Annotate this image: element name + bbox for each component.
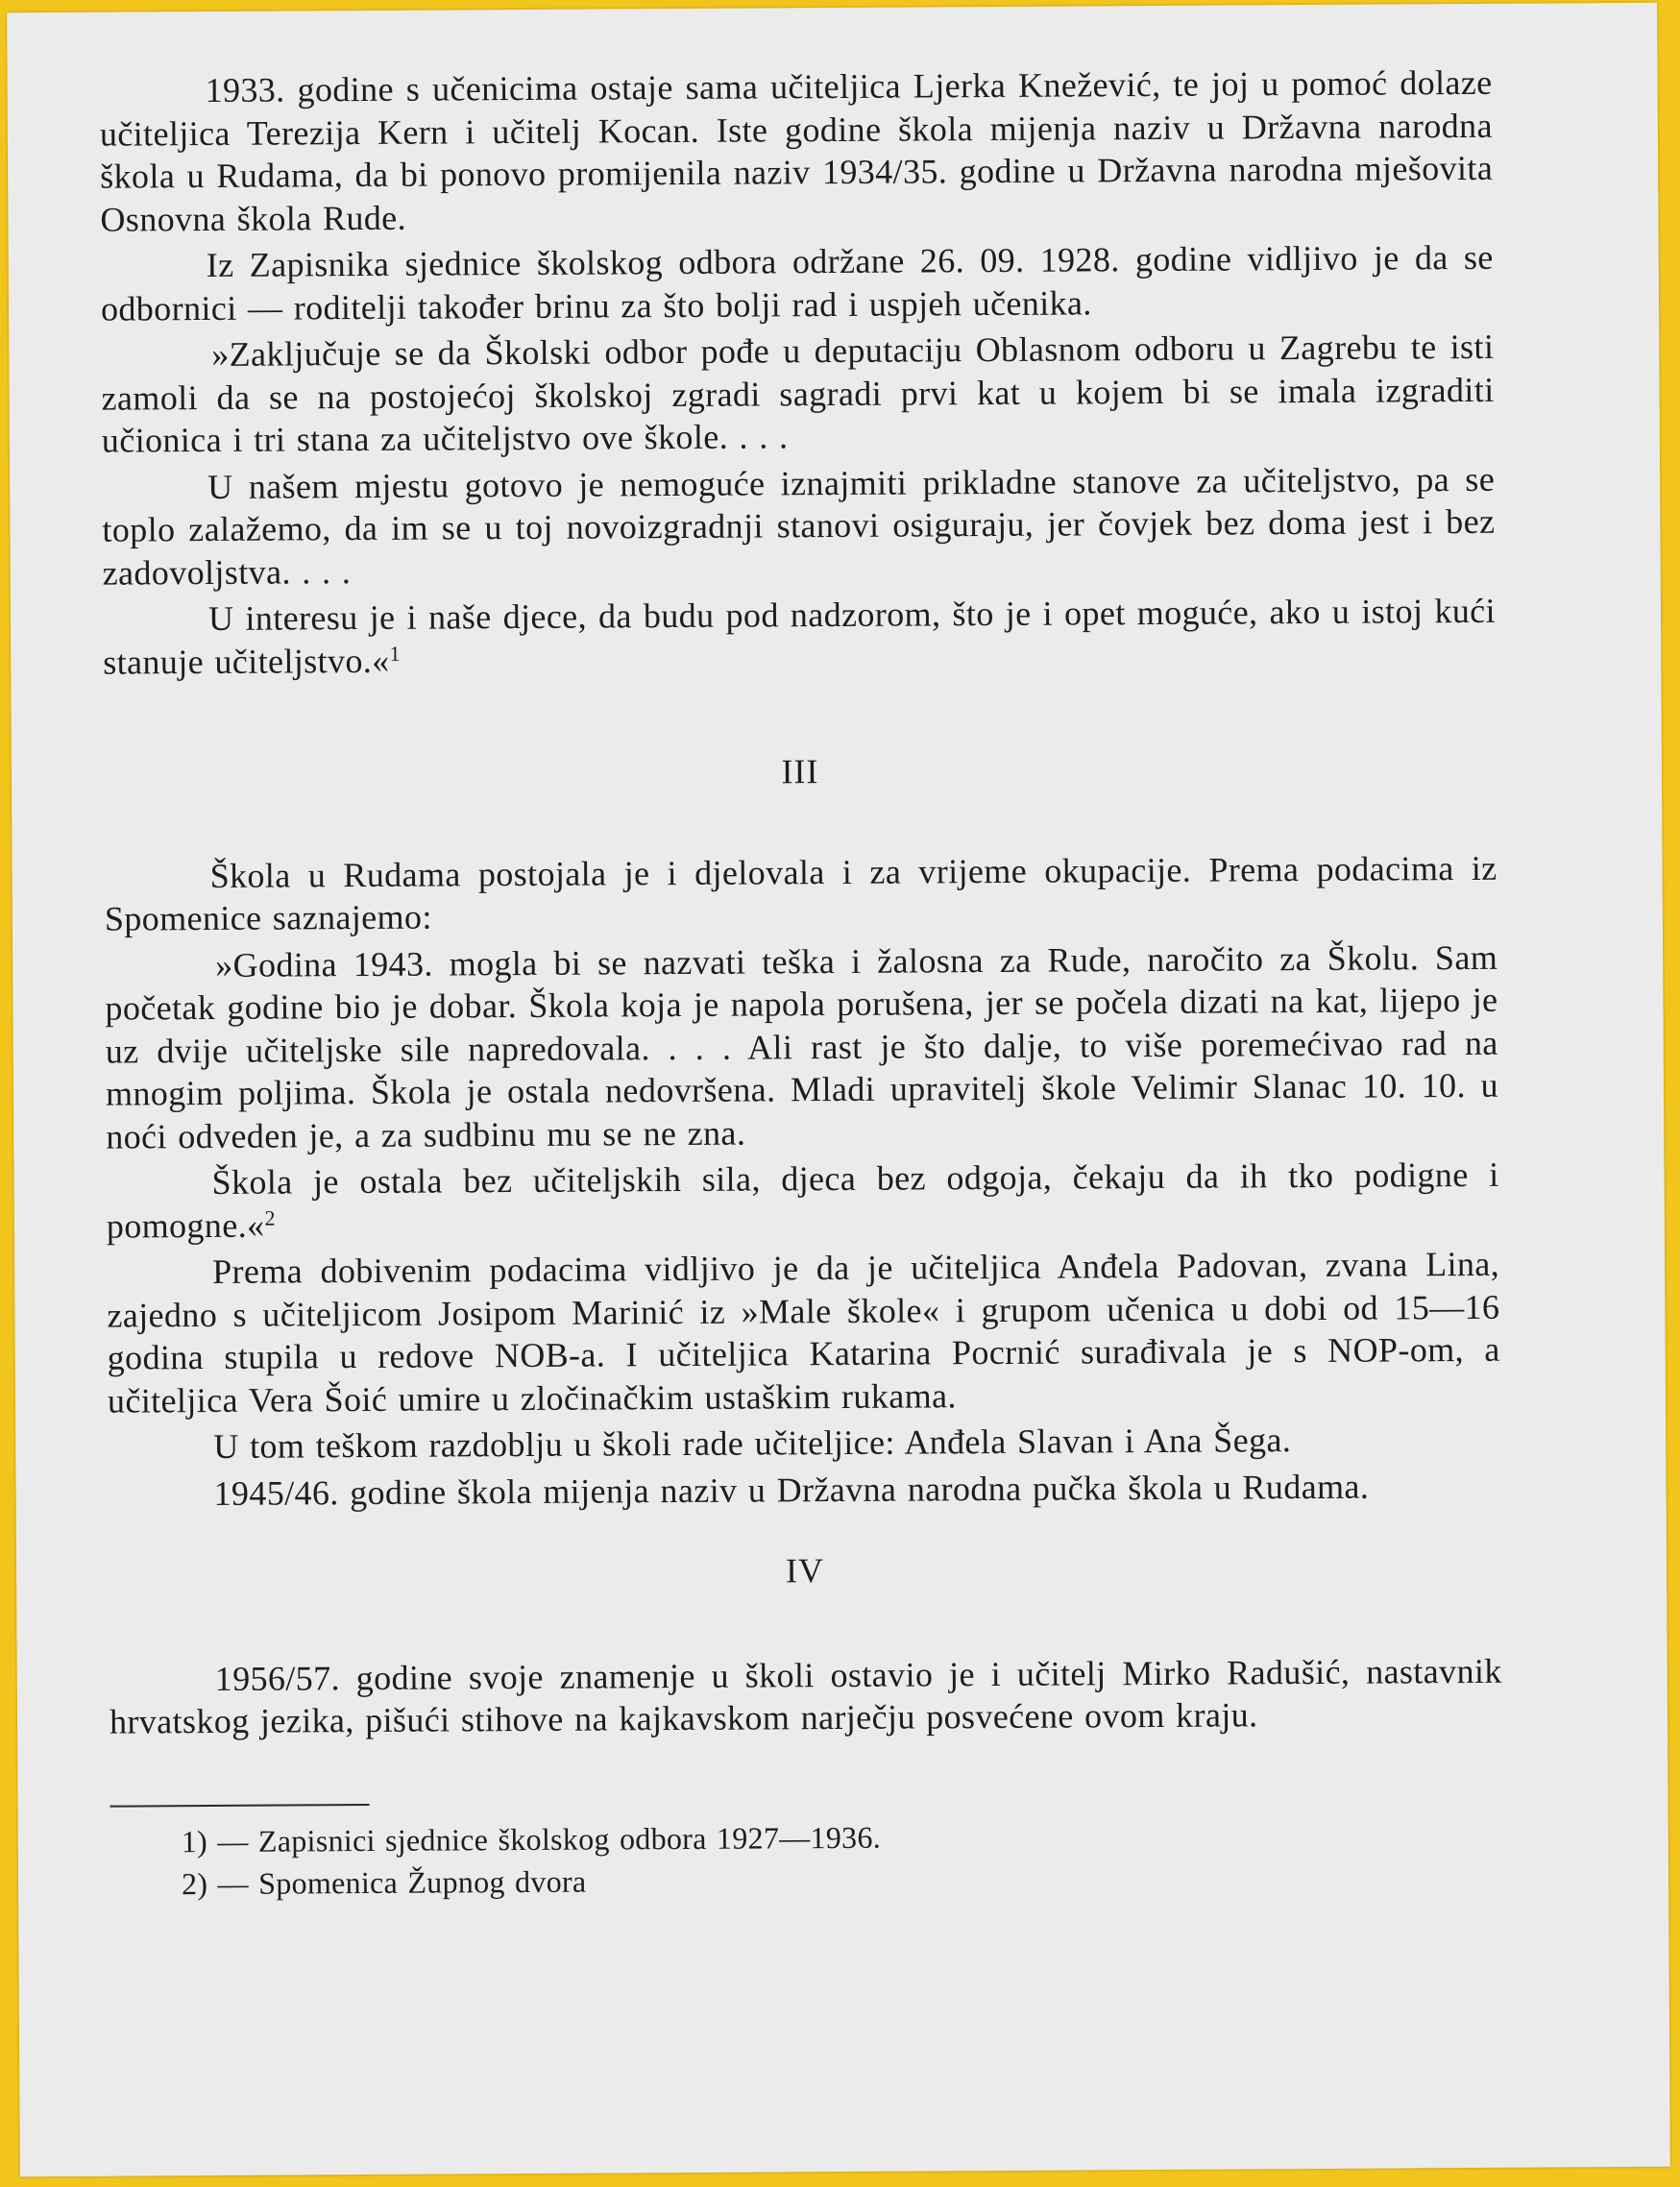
footnote-reference: 2: [264, 1205, 276, 1230]
section-heading-iii: III: [781, 752, 819, 791]
footnote-2: 2) — Spomenica Župnog dvora: [181, 1863, 587, 1901]
paragraph: Iz Zapisnika sjednice školskog odbora održane 26. 09. 1928. godine vidljivo je da se odbornici — roditelji također brinu za što bolji rad i uspjeh učenika.: [100, 237, 1494, 328]
quote-text: U interesu je i naše djece, da budu pod nadzorom, što je i opet moguće, ako u istoj kući stanuje učiteljstvo.«: [103, 591, 1497, 682]
quote-text: Škola je ostala bez učiteljskih sila, djeca bez odgoja, čekaju da ih tko podigne i pomogne.«: [106, 1154, 1499, 1246]
paragraph: Prema dobivenim podacima vidljivo je da je učiteljica Anđela Padovan, zvana Lina, zajedno s učiteljicom Josipom Marinić iz »Male škole« i grupom učenica u dobi od 15—16 godina stupila u redove NOB-a. I učiteljica Katarina Pocrnić surađivala je s NOP-om, a učiteljica Vera Šoić umire u zločinačkim ustaškim rukama.: [107, 1244, 1500, 1421]
paragraph: U tom teškom razdoblju u školi rade učiteljice: Anđela Slavan i Ana Šega.: [213, 1421, 1292, 1466]
paragraph: 1945/46. godine škola mijenja naziv u Državna narodna pučka škola u Rudama.: [213, 1467, 1370, 1513]
quote-paragraph: »Zaključuje se da Školski odbor pođe u deputaciju Oblasnom odboru u Zagrebu te isti zamoli da se na postojećoj školskoj zgradi sagradi prvi kat u kojem bi se imala izgraditi učionica i tri stana za učiteljstvo ove škole. . . .: [101, 327, 1495, 460]
footnote-1: 1) — Zapisnici sjednice školskog odbora 1927—1936.: [181, 1819, 882, 1859]
paper-page: [7, 3, 1670, 2176]
quote-paragraph: »Godina 1943. mogla bi se nazvati teška i žalosna za Rude, naročito za Školu. Sam početak godine bio je dobar. Škola koja je napola porušena, jer se počela dizati na kat, lijepo je uz dvije učiteljske sile napredovala. . . . Ali rast je što dalje, to više poremećivao rad na mnogim poljima. Škola je ostala nedovršena. Mladi upravitelj škole Velimir Slanac 10. 10. u noći odveden je, a za sudbinu mu se ne zna.: [105, 937, 1499, 1156]
footnote-divider: [110, 1803, 370, 1807]
footnote-reference: 1: [389, 641, 402, 666]
footnotes: [110, 1811, 1504, 1905]
paragraph: 1956/57. godine svoje znamenje u školi ostavio je i učitelj Mirko Radušić, nastavnik hrvatskog jezika, pišući stihove na kajkavskom narječju posvećene ovom kraju.: [109, 1651, 1502, 1741]
paragraph: Škola u Rudama postojala je i djelovala i za vrijeme okupacije. Prema podacima iz Spomenice saznajemo:: [104, 848, 1497, 938]
section-heading-iv: IV: [785, 1551, 825, 1591]
quote-paragraph: U našem mjestu gotovo je nemoguće iznajmiti prikladne stanove za učiteljstvo, pa se toplo zalažemo, da im se u toj novoizgradnji stanovi osiguraju, jer čovjek bez doma jest i bez zadovoljstva. . . .: [102, 459, 1496, 593]
quote-paragraph: [103, 590, 1497, 684]
quote-paragraph: [106, 1154, 1499, 1248]
page-content: [99, 61, 1503, 1905]
paragraph: 1933. godine s učenicima ostaje sama učiteljica Ljerka Knežević, te joj u pomoć dolaze učiteljica Terezija Kern i učitelj Kocan. Iste godine škola mijenja naziv u Državna narodna škola u Rudama, da bi ponovo promijenila naziv 1934/35. godine u Državna narodna mješovita Osnovna škola Rude.: [99, 62, 1494, 239]
